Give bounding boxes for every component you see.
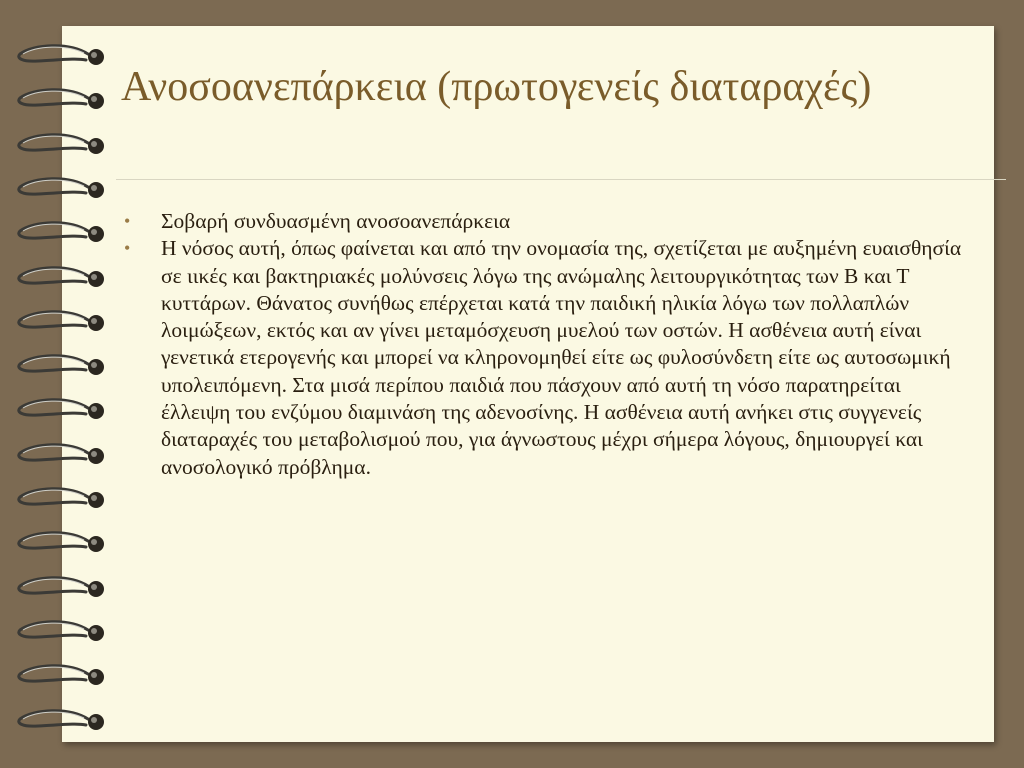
spiral-ring-icon bbox=[14, 705, 108, 739]
spiral-ring-icon bbox=[14, 306, 108, 340]
bullet-dot-icon: • bbox=[124, 238, 131, 259]
spiral-ring-icon bbox=[14, 439, 108, 473]
bullet-item bbox=[124, 208, 974, 235]
spiral-ring-icon bbox=[14, 173, 108, 207]
spiral-ring-icon bbox=[14, 129, 108, 163]
title-divider bbox=[116, 179, 1006, 180]
spiral-ring-icon bbox=[14, 527, 108, 561]
spiral-ring-icon bbox=[14, 262, 108, 296]
spiral-ring-icon bbox=[14, 616, 108, 650]
spiral-ring-icon bbox=[14, 40, 108, 74]
spiral-ring-icon bbox=[14, 350, 108, 384]
bullet-list bbox=[124, 208, 974, 481]
bullet-item bbox=[124, 235, 974, 481]
bullet-dot-icon: • bbox=[124, 211, 131, 231]
spiral-ring-icon bbox=[14, 394, 108, 428]
spiral-ring-icon bbox=[14, 217, 108, 251]
spiral-ring-icon bbox=[14, 572, 108, 606]
bullet-text: Σοβαρή συνδυασμένη ανοσοανεπάρκεια bbox=[161, 209, 511, 233]
bullet-text: Η νόσος αυτή, όπως φαίνεται και από την ονομασία της, σχετίζεται με αυξημένη ευαισθησία σε ιικές και βακτηριακές μολύνσεις λόγω της ανώμαλης λειτουργικότητας των Β και Τ κυττάρων. Θάνατος συνήθως επέρχεται κατά την παιδική ηλικία λόγω των πολλαπλών λοιμώξεων, εκτός και αν γίνει μεταμόσχευση μυελού των οστών. Η ασθένεια αυτή είναι γενετικά ετερογενής και μπορεί να κληρονομηθεί είτε ως φυλοσύνδετη είτε ως αυτοσωμική υπολειπόμενη. Στα μισά περίπου παιδιά που πάσχουν από αυτή τη νόσο παρατηρείται έλλειψη του ενζύμου διαμινάση της αδενοσίνης. Η ασθένεια αυτή ανήκει στις συγγενείς διαταραχές του μεταβολισμού που, για άγνωστους μέχρι σήμερα λόγους, δημιουργεί και ανοσολογικό πρόβλημα. bbox=[161, 236, 962, 479]
spiral-ring-icon bbox=[14, 660, 108, 694]
slide-title: Ανοσοανεπάρκεια (πρωτογενείς διαταραχές) bbox=[121, 64, 872, 110]
spiral-ring-icon bbox=[14, 84, 108, 118]
spiral-ring-icon bbox=[14, 483, 108, 517]
